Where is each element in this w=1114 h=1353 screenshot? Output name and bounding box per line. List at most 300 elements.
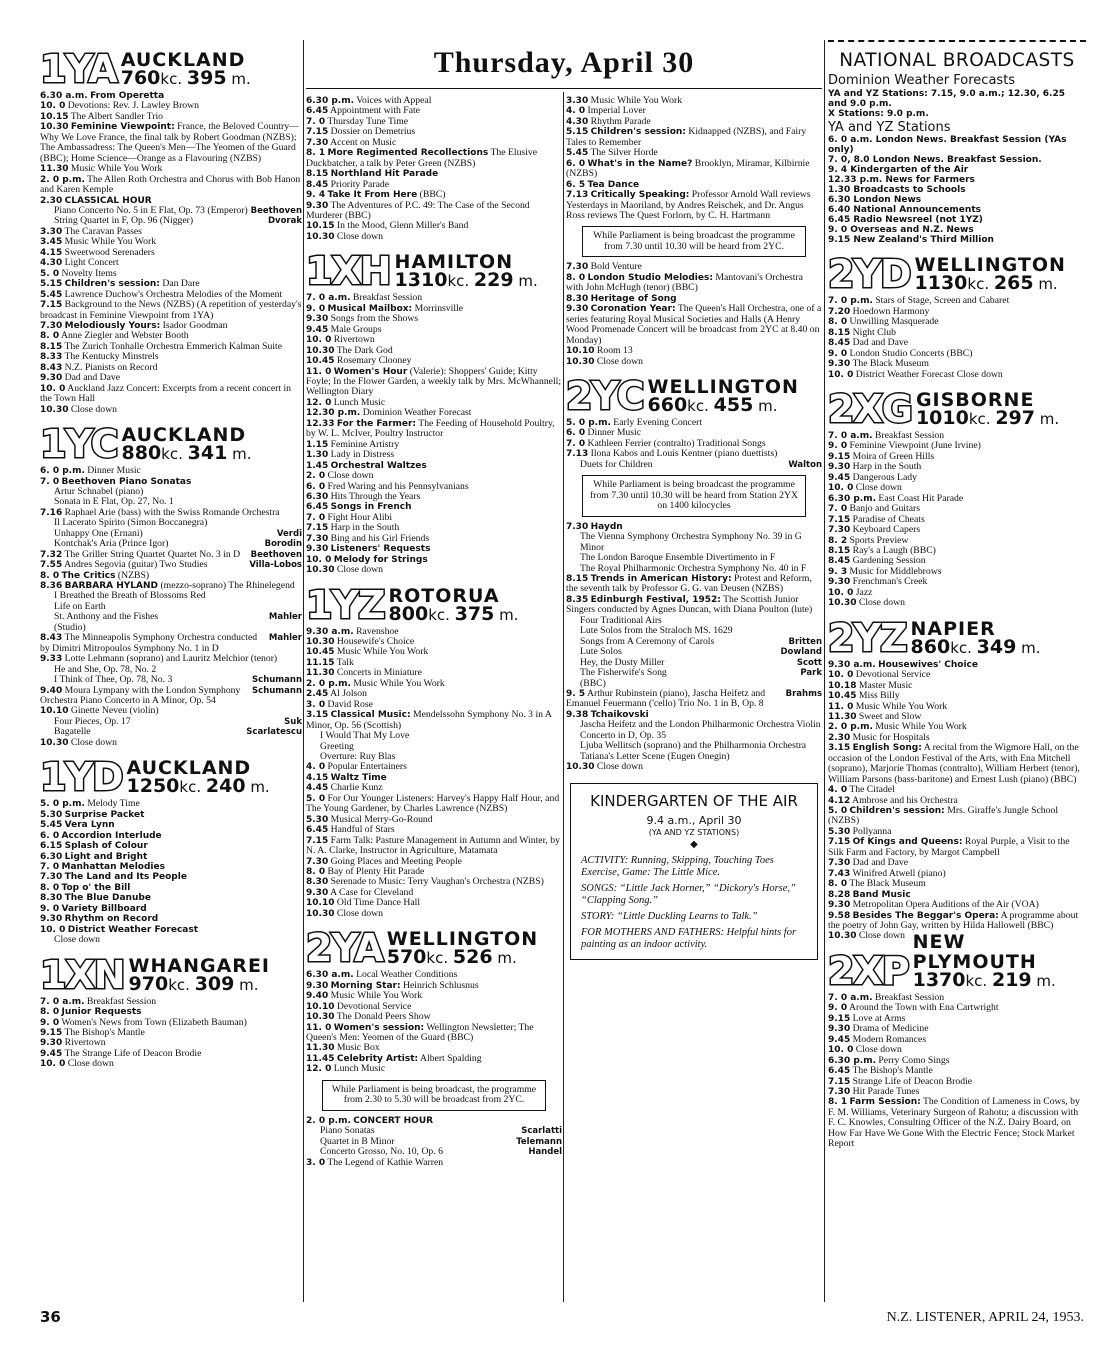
detail-text: Songs from A Ceremony of Carols xyxy=(580,635,715,647)
entry-time: 8.43 xyxy=(40,362,63,373)
entry-time: 6. 0 xyxy=(306,481,326,492)
entry-time: 9.30 xyxy=(40,373,63,384)
entry-title: CLASSICAL HOUR xyxy=(64,195,152,206)
programme-entry xyxy=(40,841,302,851)
entry-title: Band Music xyxy=(852,889,911,900)
station-frequency: 1310kc. 229 m. xyxy=(394,269,538,292)
entry-text: Close down xyxy=(858,930,905,942)
composer-name: Schumann xyxy=(252,685,302,696)
entry-time: 4.15 xyxy=(306,772,329,783)
entry-title: Rhythm on Record xyxy=(64,914,159,925)
entry-text: Music While You Work xyxy=(70,163,163,175)
entry-text: The Allen Roth Orchestra and Chorus with Bob Hanon and Karen Kemple xyxy=(40,173,301,196)
station-info xyxy=(916,390,1059,428)
programme-entry xyxy=(306,232,562,242)
entry-text: The Queen's Hall Orchestra, one of a series featuring Royal Musical Societies and Halls (A Henry Wood Promenade Concert will be broadcast from 2YC at 8.40 on Monday) xyxy=(566,303,822,346)
entry-time: 9.45 xyxy=(828,1034,851,1045)
entry-time: 4.12 xyxy=(828,795,851,806)
station-logo: 2YA xyxy=(306,926,383,971)
programme-entry xyxy=(306,534,562,544)
kindergarten-date: 9.4 a.m., April 30 xyxy=(646,813,742,827)
entry-text: Anne Ziegler and Webster Booth xyxy=(60,330,189,342)
entry-time: 7.30 xyxy=(828,1087,851,1097)
entry-time: 1.45 xyxy=(306,460,329,471)
entry-text: France, the Beloved Country—Why We Love France, the final talk by Robert Goodman (NZBS); The Ambassadress: The Queen's Men—The Yeomen of the Guard (BBC); Home Science—Orange as a Flavouring (NZBS) xyxy=(40,121,299,164)
programme-entry xyxy=(828,370,1086,380)
entry-time: 8.15 xyxy=(306,169,329,180)
entry-text: Imperial Lover xyxy=(587,105,646,117)
entry-text: Ravenshoe xyxy=(356,625,399,637)
entry-title: Critically Speaking: xyxy=(590,190,690,201)
entry-title: Variety Billboard xyxy=(61,903,147,914)
programme-entry xyxy=(566,273,822,294)
station-logo: 1XN xyxy=(40,952,125,997)
entry-text: (NZBS) xyxy=(117,569,150,581)
entry-time: 12.33 xyxy=(306,418,335,429)
programme-entry xyxy=(40,820,302,830)
entry-title: Songs in French xyxy=(330,502,412,513)
composer-name: Mahler xyxy=(268,633,302,644)
entry-time: 4.30 xyxy=(566,116,589,127)
column-divider xyxy=(824,40,825,1302)
composer-name: Beethoven xyxy=(250,205,302,216)
entry-text: Rivertown xyxy=(333,334,375,346)
entry-text: Close down xyxy=(336,907,383,919)
entry-text: The Scottish Junior Singers conducted by Agnes Duncan, with Diana Poulton (lute) xyxy=(566,593,813,616)
station-header xyxy=(828,613,1086,660)
entry-time: 10.30 xyxy=(306,1012,335,1023)
parliament-notice: While Parliament is being broadcast the programme from 7.30 until 10.30 will be heard from 2YC. xyxy=(582,226,806,257)
programme-entry xyxy=(40,852,302,862)
entry-text: Music While You Work xyxy=(855,700,948,712)
entry-text: Stars of Stage, Screen and Cabaret xyxy=(875,295,1010,307)
entry-time: 9.30 xyxy=(306,980,329,991)
entry-text: Ilona Kabos and Louis Kentner (piano duettists) xyxy=(590,448,778,460)
frequency-kc: 860 xyxy=(910,635,951,658)
programme-entry xyxy=(306,201,562,222)
entry-time: 6.30 xyxy=(40,851,63,862)
detail-text: He and She, Op. 78, No. 2 xyxy=(54,663,157,675)
wavelength-m: 219 xyxy=(991,968,1032,991)
programme-detail xyxy=(566,532,822,553)
entry-time: 6. 0 xyxy=(40,830,60,841)
entry-text: Ray's a Laugh (BBC) xyxy=(852,544,936,556)
entry-text: Bing and his Girl Friends xyxy=(330,532,430,544)
entry-time: 9.30 xyxy=(40,914,63,925)
detail-text: Quartet in B Minor xyxy=(320,1135,395,1147)
national-schedule-line: 7. 0, 8.0 London News. Breakfast Session. xyxy=(828,155,1042,166)
programme-entry xyxy=(306,419,562,440)
entry-time: 10. 0 xyxy=(40,924,66,935)
detail-text: St. Anthony and the Fishes xyxy=(54,611,159,623)
entry-time: 4. 0 xyxy=(828,785,848,796)
entry-time: 10.30 xyxy=(828,931,857,942)
entry-time: 8.28 xyxy=(828,889,851,900)
entry-text: Brooklyn, Miramar, Kilbirnie (NZBS) xyxy=(566,157,810,180)
programme-entry xyxy=(566,595,822,616)
entry-time: 8. 0 xyxy=(828,317,848,328)
entry-time: 7.32 xyxy=(40,549,63,560)
entry-text: Music While You Work xyxy=(64,236,157,248)
column-divider xyxy=(563,92,564,1302)
entry-text: Love at Arms xyxy=(852,1012,906,1024)
entry-text: Dangerous Lady xyxy=(852,471,917,483)
entry-text: The Albert Sandler Trio xyxy=(70,110,164,122)
detail-text: Four Pieces, Op. 17 xyxy=(54,715,131,727)
programme-entry xyxy=(828,1097,1086,1149)
entry-title: Tea Dance xyxy=(587,179,640,190)
detail-text: Close down xyxy=(54,934,101,946)
entry-text: Musical Merry-Go-Round xyxy=(330,813,433,825)
entry-text: Close down xyxy=(858,597,905,609)
programme-entry xyxy=(828,837,1086,858)
entry-text: Breakfast Session xyxy=(874,429,945,441)
entry-time: 7.30 xyxy=(306,533,329,544)
wavelength-m: 297 xyxy=(995,406,1035,429)
entry-text: Mendelssohn Symphony No. 3 in A Minor, Op. 56 (Scottish) xyxy=(306,709,552,731)
station-frequency: 570kc. 526 m. xyxy=(386,946,517,969)
entry-text: Devotional Service xyxy=(855,669,931,681)
entry-time: 9.30 xyxy=(566,304,589,315)
entry-title: London Studio Melodies: xyxy=(587,272,713,283)
programme-entry xyxy=(40,862,302,872)
entry-time: 2.45 xyxy=(306,689,329,700)
detail-text: The Vienna Symphony Orchestra Symphony No. 39 in G Minor xyxy=(580,531,802,553)
entry-time: 9.30 xyxy=(828,359,851,370)
entry-text: The Legend of Kathie Warren xyxy=(327,1156,444,1168)
entry-time: 9.40 xyxy=(306,991,329,1002)
detail-text: Piano Concerto No. 5 in E Flat, Op. 73 (Emperor) xyxy=(54,204,248,216)
kindergarten-item: SONGS: “Little Jack Horner,” “Dickory's Horse,” “Clapping Song.” xyxy=(581,882,796,906)
programme-entry xyxy=(40,883,302,893)
entry-time: 9.30 a.m. xyxy=(306,626,354,637)
frequency-kc: 1010 xyxy=(915,406,969,429)
programme-entry xyxy=(40,300,302,321)
entry-time: 5.15 xyxy=(566,127,589,138)
station-info xyxy=(389,586,519,624)
entry-title: For the Farmer: xyxy=(336,418,417,429)
entry-time: 6.15 xyxy=(40,841,63,852)
frequency-kc: 1310 xyxy=(394,269,448,292)
entry-time: 10. 0 xyxy=(828,369,854,380)
entry-time: 6.45 xyxy=(306,825,329,836)
entry-text: Close down xyxy=(596,355,643,367)
entry-text: Raphael Arie (bass) with the Swiss Romande Orchestra xyxy=(64,506,280,518)
national-schedule-line: X Stations: 9.0 p.m. xyxy=(828,108,929,119)
entry-title: Melody for Strings xyxy=(333,554,428,565)
national-schedule-line: 6.45 Radio Newsreel (not 1YZ) xyxy=(828,215,983,226)
entry-time: 10.30 xyxy=(566,762,595,773)
entry-time: 5. 0 xyxy=(828,806,848,817)
frequency-kc: 760 xyxy=(120,67,161,89)
programme-entry xyxy=(40,914,302,924)
composer-name: Verdi xyxy=(276,528,302,539)
programme-entry xyxy=(40,810,302,820)
station-frequency: 1370kc. 219 m. xyxy=(912,968,1056,991)
station-info xyxy=(395,252,538,290)
detail-text: Bagatelle xyxy=(54,726,91,738)
entry-time: 8.15 xyxy=(566,574,589,584)
entry-time: 3.30 xyxy=(566,96,589,106)
entry-text: Popular Entertainers xyxy=(327,761,407,773)
entry-time: 10.15 xyxy=(40,111,69,122)
programme-entry xyxy=(306,794,562,815)
entry-text: Night Club xyxy=(852,326,896,338)
entry-text: Moura Lympany with the London Symphony Orchestra Piano Concerto in A Minor, Op. 54 xyxy=(40,684,241,707)
entry-title: Women's session: xyxy=(333,1022,425,1033)
wavelength-m: 526 xyxy=(452,946,493,969)
entry-time: 9. 0 xyxy=(306,303,326,314)
wavelength-m: 309 xyxy=(194,972,235,995)
composer-name: Dvorak xyxy=(267,216,302,227)
entry-text: Light Concert xyxy=(64,257,119,269)
entry-time: 8. 0 xyxy=(40,570,60,581)
entry-time: 10.30 xyxy=(566,356,595,367)
entry-title: Waltz Time xyxy=(330,772,387,783)
entry-time: 10.30 xyxy=(306,908,335,919)
wavelength-m: 240 xyxy=(205,775,246,798)
entry-time: 7. 0 p.m. xyxy=(828,296,873,307)
entry-time: 7.15 xyxy=(828,1076,851,1087)
entry-title: Classical Music: xyxy=(330,710,411,721)
entry-time: 2.30 xyxy=(40,195,63,206)
entry-time: 9.30 a.m. xyxy=(828,659,876,670)
entry-text: The Zurich Tonhalle Orchestra Emmerich Kalman Suite xyxy=(64,340,283,352)
entry-title: CONCERT HOUR xyxy=(353,1115,434,1126)
entry-time: 5.30 xyxy=(306,814,329,825)
entry-time: 5.45 xyxy=(40,820,63,831)
entry-time: 7.13 xyxy=(566,449,589,460)
programme-entry xyxy=(566,357,822,367)
entry-time: 7. 0 xyxy=(306,512,326,523)
entry-text: Male Groups xyxy=(330,323,382,335)
entry-time: 8.15 xyxy=(40,341,63,352)
entry-time: 5.45 xyxy=(40,289,63,300)
programme-entry xyxy=(306,544,562,554)
entry-time: 3.15 xyxy=(828,743,851,754)
masthead-footer: N.Z. LISTENER, APRIL 24, 1953. xyxy=(886,1310,1084,1325)
station-frequency: 760kc. 395 m. xyxy=(120,67,251,89)
entry-text: Novelty Items xyxy=(61,267,117,279)
entry-text: Priority Parade xyxy=(330,178,390,190)
detail-text: I Would That My Love xyxy=(320,730,410,742)
entry-time: 11.30 xyxy=(306,668,335,679)
entry-text: Heinrich Schlusnus xyxy=(403,979,479,991)
national-schedule-line: 1.30 Broadcasts to Schools xyxy=(828,185,966,196)
page-title: Thursday, April 30 xyxy=(433,46,695,79)
detail-text: Artur Schnabel (piano) xyxy=(54,485,144,497)
entry-text: Kathleen Ferrier (contralto) Traditional Songs xyxy=(587,437,766,449)
entry-text: Music While You Work xyxy=(353,677,445,689)
entry-text: Close down xyxy=(70,403,117,415)
entry-time: 9.30 xyxy=(828,577,851,588)
entry-text: Wellington Newsletter; The Queen's Men: Yeomen of the Guard (BBC) xyxy=(306,1021,534,1043)
kindergarten-title: KINDERGARTEN OF THE AIR xyxy=(590,791,798,810)
station-info xyxy=(122,425,252,463)
entry-title: Tchaikovski xyxy=(590,709,649,720)
entry-text: Concerts in Miniature xyxy=(336,667,422,679)
entry-text: Breakfast Session xyxy=(874,991,945,1003)
entry-text: Ambrose and his Orchestra xyxy=(852,794,958,806)
detail-text: (Studio) xyxy=(54,621,86,633)
entry-time: 7. 0 xyxy=(566,438,586,449)
programme-entry xyxy=(306,1158,562,1168)
entry-time: 11. 0 xyxy=(828,701,854,712)
entry-time: 8.30 xyxy=(566,293,589,304)
entry-time: 7. 0 xyxy=(40,476,60,487)
entry-title: The Land and Its People xyxy=(64,872,187,883)
programme-entry xyxy=(306,492,562,502)
entry-text: Dad and Dave xyxy=(64,372,121,384)
dashed-rule xyxy=(828,40,1086,42)
detail-text: Ljuba Wellitsch (soprano) and the Philharmonia Orchestra xyxy=(580,740,807,752)
column-4 xyxy=(828,40,1086,1150)
entry-time: 10. 0 xyxy=(828,1045,854,1056)
entry-time: 8. 0 xyxy=(828,879,848,890)
station-frequency: 1130kc. 265 m. xyxy=(914,272,1058,295)
station-header xyxy=(828,384,1086,431)
entry-text: Paradise of Cheats xyxy=(852,513,925,525)
entry-text: Al Jolson xyxy=(330,688,367,700)
entry-text: Devotional Service xyxy=(336,1000,412,1012)
entry-time: 11.30 xyxy=(40,164,69,175)
entry-time: 12.30 p.m. xyxy=(306,408,361,419)
column-1 xyxy=(40,40,302,1070)
parliament-notice: While Parliament is being broadcast, the programme from 2.30 to 5.30 will be broadcast from 2YC. xyxy=(322,1080,546,1111)
entry-time: 9.30 xyxy=(828,1024,851,1035)
entry-time: 4.15 xyxy=(40,247,63,258)
entry-time: 2.30 xyxy=(828,732,851,743)
entry-time: 10.10 xyxy=(306,1001,335,1012)
entry-text: Master Music xyxy=(858,679,913,691)
programme-entry xyxy=(40,904,302,914)
entry-time: 8. 0 xyxy=(566,272,586,283)
programme-entry xyxy=(40,466,302,476)
entry-time: 2. 0 p.m. xyxy=(40,174,85,185)
entry-text: Auckland Jazz Concert: Excerpts from a recent concert in the Town Hall xyxy=(40,382,292,405)
station-logo: 2YC xyxy=(566,373,644,418)
programme-entry xyxy=(40,831,302,841)
entry-text: In the Mood, Glenn Miller's Band xyxy=(336,220,469,232)
detail-text: Overture: Ruy Blas xyxy=(320,751,396,763)
entry-text: Close down xyxy=(336,564,383,576)
entry-text: Arthur Rubinstein (piano), Jascha Heifetz and Emanuel Feuermann ('cello) Trio No. 1 in B, Op. 8 xyxy=(566,687,766,710)
station-logo: 2XP xyxy=(828,948,909,993)
entry-time: 6.45 xyxy=(306,502,329,513)
entry-text: For Our Younger Listeners: Harvey's Happy Half Hour, and The Young Gardener, by Charles Lawrence (NZBS) xyxy=(306,792,560,815)
entry-text: Songs from the Shows xyxy=(330,313,419,325)
entry-time: 7.16 xyxy=(40,507,63,518)
entry-time: 7. 0 a.m. xyxy=(828,992,873,1003)
entry-text: Bold Venture xyxy=(590,261,642,273)
entry-time: 8.43 xyxy=(40,633,63,644)
station-info xyxy=(913,932,1086,990)
entry-time: 6.30 a.m. xyxy=(40,91,88,101)
entry-time: 8.45 xyxy=(306,179,329,190)
entry-time: 3.30 xyxy=(40,226,63,237)
entry-time: 6. 0 xyxy=(566,428,586,439)
entry-time: 9. 5 xyxy=(566,688,586,699)
detail-text: The London Baroque Ensemble Divertimento in F xyxy=(580,552,776,564)
frequency-kc: 1370 xyxy=(912,968,966,991)
entry-text: The Kentucky Minstrels xyxy=(64,351,159,363)
composer-name: Britten xyxy=(788,636,822,647)
entry-time: 10.30 xyxy=(306,345,335,356)
station-frequency: 1250kc. 240 m. xyxy=(126,775,270,798)
composer-name: Handel xyxy=(528,1147,562,1158)
programme-entry xyxy=(828,879,1086,889)
programme-entry xyxy=(40,738,302,748)
entry-time: 9.30 xyxy=(828,900,851,911)
entry-text: Handful of Stars xyxy=(330,824,395,836)
entry-time: 5. 0 xyxy=(40,268,60,279)
entry-time: 1.15 xyxy=(306,439,329,450)
entry-title: Northland Hit Parade xyxy=(330,169,439,180)
entry-text: Royal Purple, a Visit to the Silk Farm and Factory, by Margot Campbell xyxy=(828,836,1070,858)
entry-time: 10.45 xyxy=(306,356,335,367)
programme-entry xyxy=(566,574,822,595)
station-name: NAPIER xyxy=(910,617,996,640)
programme-detail xyxy=(566,720,822,741)
station-info xyxy=(648,377,799,415)
programme-entry xyxy=(40,175,302,196)
parliament-notice: While Parliament is being broadcast the programme from 7.30 until 10.30 will be heard from Station 2YX on 1400 kilocycles xyxy=(582,475,806,517)
entry-text: Winifred Atwell (piano) xyxy=(852,867,946,879)
entry-time: 9.45 xyxy=(828,472,851,483)
entry-time: 10. 0 xyxy=(40,101,66,112)
entry-time: 10.30 xyxy=(306,231,335,242)
entry-time: 11.30 xyxy=(306,1043,335,1054)
entry-title: District Weather Forecast xyxy=(67,924,199,935)
kindergarten-box xyxy=(570,783,818,960)
station-name: WELLINGTON xyxy=(914,254,1066,277)
station-frequency: 800kc. 375 m. xyxy=(388,602,519,625)
entry-text: The Black Museum xyxy=(852,358,929,370)
entry-text: Metropolitan Opera Auditions of the Air (VOA) xyxy=(852,899,1039,911)
national-schedule-line: 9. 0 Overseas and N.Z. News xyxy=(828,225,974,236)
entry-text: The Adventures of P.C. 49: The Case of the Second Murderer (BBC) xyxy=(306,199,530,221)
entry-text: Rhythm Parade xyxy=(590,115,651,127)
entry-title: Coronation Year: xyxy=(590,304,676,315)
entry-time: 5.30 xyxy=(828,826,851,837)
programme-entry xyxy=(306,909,562,919)
entry-text: Music While You Work xyxy=(875,721,967,733)
entry-text: Dan Dare xyxy=(162,278,200,290)
national-broadcasts-title: NATIONAL BROADCASTS xyxy=(839,50,1075,71)
composer-name: Dowland xyxy=(780,647,822,658)
detail-text: Lute Solos xyxy=(580,646,622,658)
programme-detail xyxy=(40,935,302,945)
entry-text: Moira of Green Hills xyxy=(852,450,935,462)
station-header xyxy=(40,752,302,800)
detail-text: Duets for Children xyxy=(580,458,653,470)
entry-title: What's in the Name? xyxy=(587,158,693,169)
entry-time: 6.30 p.m. xyxy=(828,493,876,504)
station-header xyxy=(566,371,822,418)
entry-time: 8.30 xyxy=(306,877,329,888)
entry-title: Surprise Packet xyxy=(64,809,145,820)
composer-name: Walton xyxy=(788,459,822,470)
entry-time: 7. 0 xyxy=(306,116,326,127)
detail-text: String Quartet in F, Op. 96 (Nigger) xyxy=(54,215,194,227)
entry-text: Rosemary Clooney xyxy=(336,355,412,367)
programme-entry xyxy=(306,367,562,398)
entry-time: 7.30 xyxy=(40,872,63,883)
entry-text: Miss Billy xyxy=(858,690,900,702)
entry-time: 9.15 xyxy=(828,451,851,462)
entry-text: Close down xyxy=(70,736,117,748)
entry-time: 8.15 xyxy=(828,327,851,338)
